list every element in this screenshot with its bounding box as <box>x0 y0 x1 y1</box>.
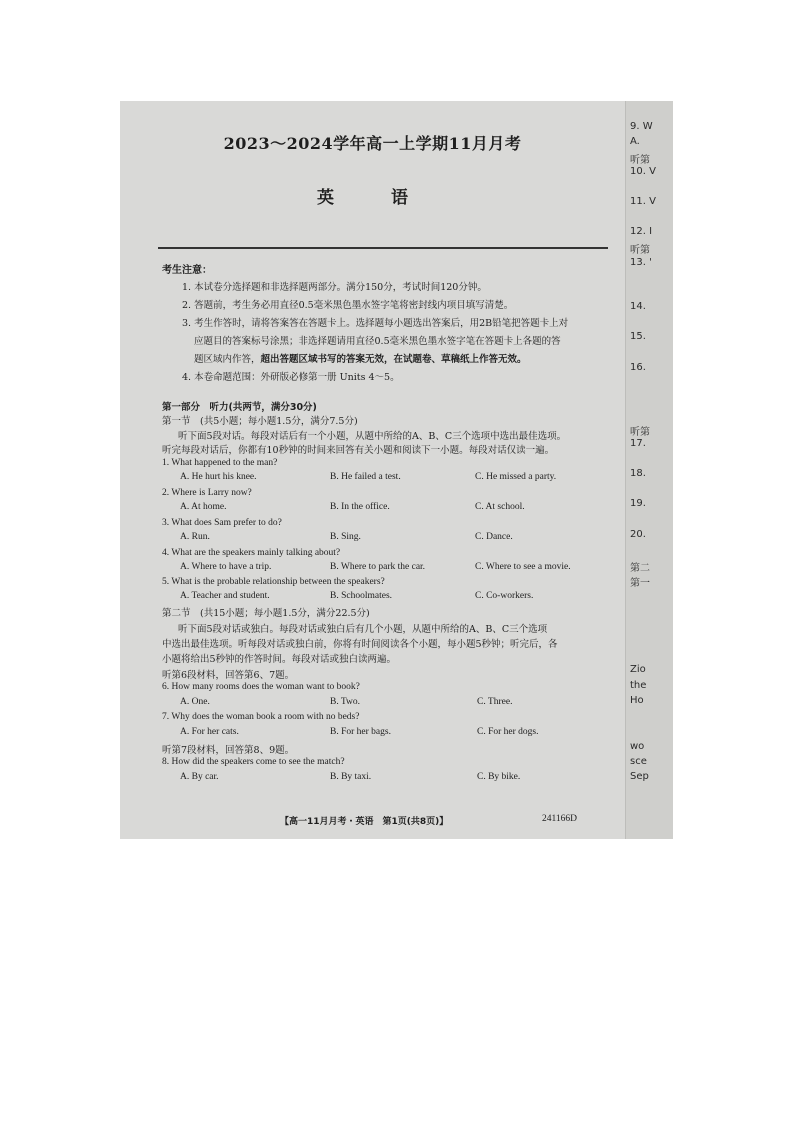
edge-text: 17. <box>630 438 646 449</box>
option-3c: C. Dance. <box>475 532 513 542</box>
question-1: 1. What happened to the man? <box>162 458 278 468</box>
header-divider <box>158 247 608 249</box>
adjacent-page-edge <box>625 101 673 839</box>
edge-text: 14. <box>630 301 646 312</box>
option-1b: B. He failed a test. <box>330 472 401 482</box>
edge-text: the <box>630 680 647 691</box>
question-6: 6. How many rooms does the woman want to book? <box>162 682 360 692</box>
notice-item-3-plain: 题区域内作答， <box>194 354 261 365</box>
section1-heading: 第一节 (共5小题；每小题1.5分，满分7.5分) <box>162 416 358 427</box>
edge-text: 听第 <box>630 155 650 166</box>
edge-text: 第一 <box>630 578 650 589</box>
option-5c: C. Co-workers. <box>475 591 534 601</box>
notice-item-3: 3. 考生作答时，请将答案答在答题卡上。选择题每小题选出答案后，用2B铅笔把答题卡上对 <box>182 318 569 329</box>
option-2b: B. In the office. <box>330 502 390 512</box>
edge-text: 18. <box>630 468 646 479</box>
option-4a: A. Where to have a trip. <box>180 562 272 572</box>
edge-text: A. <box>630 136 640 147</box>
option-8a: A. By car. <box>180 772 219 782</box>
notice-item-2: 2. 答题前，考生务必用直径0.5毫米黑色墨水签字笔将密封线内项目填写清楚。 <box>182 300 514 311</box>
edge-text: 9. W <box>630 121 653 132</box>
option-5a: A. Teacher and student. <box>180 591 270 601</box>
question-2: 2. Where is Larry now? <box>162 488 252 498</box>
exam-page <box>120 101 625 839</box>
section2-instruction-3: 小题将给出5秒钟的作答时间。每段对话或独白读两遍。 <box>162 654 397 665</box>
option-2c: C. At school. <box>475 502 525 512</box>
option-1a: A. He hurt his knee. <box>180 472 257 482</box>
edge-text: 11. V <box>630 196 656 207</box>
option-2a: A. At home. <box>180 502 227 512</box>
edge-text: Sep <box>630 771 649 782</box>
notice-item-3-line-2: 应题目的答案标号涂黑；非选择题请用直径0.5毫米黑色墨水签字笔在答题卡上各题的答 <box>194 336 561 347</box>
scanned-exam-photo <box>120 101 673 839</box>
edge-text: Zio <box>630 664 646 675</box>
option-3a: A. Run. <box>180 532 210 542</box>
edge-text: 听第 <box>630 245 650 256</box>
section1-instruction-2: 听完每段对话后，你都有10秒钟的时间来回答有关小题和阅读下一小题。每段对话仅读一遍。 <box>162 445 555 456</box>
edge-text: 20. <box>630 529 646 540</box>
edge-text: sce <box>630 756 647 767</box>
edge-text: 16. <box>630 362 646 373</box>
exam-title: 2023～2024学年高一上学期11月月考 <box>223 134 522 153</box>
footer-page-label: 【高一11月月考・英语 第1页(共8页)】 <box>280 817 449 827</box>
edge-text: 第二 <box>630 563 650 574</box>
question-3: 3. What does Sam prefer to do? <box>162 518 282 528</box>
option-7b: B. For her bags. <box>330 727 391 737</box>
option-8c: C. By bike. <box>477 772 521 782</box>
material-6-note: 听第6段材料，回答第6、7题。 <box>162 670 295 681</box>
notice-heading: 考生注意： <box>162 265 212 276</box>
material-7-note: 听第7段材料，回答第8、9题。 <box>162 745 295 756</box>
option-1c: C. He missed a party. <box>475 472 557 482</box>
option-6b: B. Two. <box>330 697 361 707</box>
exam-subject: 英 语 <box>317 188 428 208</box>
edge-text: wo <box>630 741 645 752</box>
notice-item-3-line-3 <box>194 351 527 365</box>
question-4: 4. What are the speakers mainly talking about? <box>162 548 341 558</box>
notice-item-3-warning: 超出答题区域书写的答案无效，在试题卷、草稿纸上作答无效。 <box>260 354 527 365</box>
edge-text: Ho <box>630 695 644 706</box>
option-3b: B. Sing. <box>330 532 361 542</box>
section2-instruction-1: 听下面5段对话或独白。每段对话或独白后有几个小题，从题中所给的A、B、C三个选项 <box>178 624 548 635</box>
question-5: 5. What is the probable relationship between the speakers? <box>162 577 385 587</box>
part1-heading: 第一部分 听力(共两节，满分30分) <box>162 402 317 413</box>
edge-text: 19. <box>630 498 646 509</box>
edge-text: 听第 <box>630 427 650 438</box>
notice-item-4: 4. 本卷命题范围：外研版必修第一册 Units 4～5。 <box>182 372 400 383</box>
footer-code: 241166D <box>542 814 578 824</box>
section2-heading: 第二节 (共15小题；每小题1.5分，满分22.5分) <box>162 608 370 619</box>
edge-text: 12. I <box>630 226 653 237</box>
option-7c: C. For her dogs. <box>477 727 539 737</box>
option-4c: C. Where to see a movie. <box>475 562 571 572</box>
option-8b: B. By taxi. <box>330 772 372 782</box>
option-6a: A. One. <box>180 697 210 707</box>
option-4b: B. Where to park the car. <box>330 562 426 572</box>
option-5b: B. Schoolmates. <box>330 591 393 601</box>
option-6c: C. Three. <box>477 697 513 707</box>
edge-text: 15. <box>630 331 646 342</box>
option-7a: A. For her cats. <box>180 727 239 737</box>
section2-instruction-2: 中选出最佳选项。听每段对话或独白前，你将有时间阅读各个小题，每小题5秒钟；听完后，各 <box>162 639 558 650</box>
question-8: 8. How did the speakers come to see the match? <box>162 757 345 767</box>
edge-text: 13. ' <box>630 257 652 268</box>
edge-text: 10. V <box>630 166 656 177</box>
question-7: 7. Why does the woman book a room with no beds? <box>162 712 360 722</box>
section1-instruction-1: 听下面5段对话。每段对话后有一个小题，从题中所给的A、B、C三个选项中选出最佳选项。 <box>178 431 567 442</box>
notice-item-1: 1. 本试卷分选择题和非选择题两部分。满分150分，考试时间120分钟。 <box>182 282 487 293</box>
